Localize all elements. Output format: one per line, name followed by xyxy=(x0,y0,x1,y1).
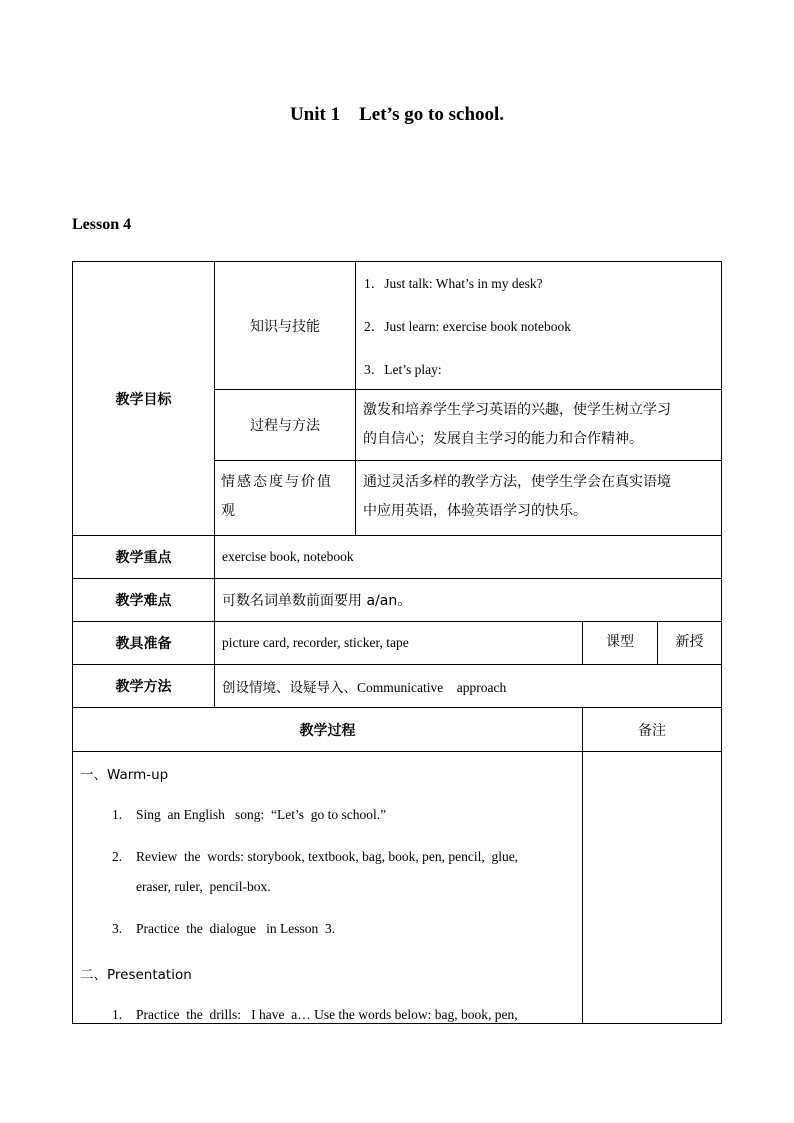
emotion-label-line: 情感态度与价值 xyxy=(221,474,333,490)
difficulties-value: 可数名词单数前面要用 a/an。 xyxy=(222,593,412,609)
knowledge-label: 知识与技能 xyxy=(250,318,320,335)
list-item: Sing an English song: “Let’s go to school.” xyxy=(136,807,387,822)
presentation-heading: 二、Presentation xyxy=(80,967,192,983)
list-item-number: 2. xyxy=(112,849,123,864)
knowledge-item: 1．Just talk: What’s in my desk? xyxy=(364,276,543,291)
row-divider xyxy=(214,460,722,461)
lesson-type-value: 新授 xyxy=(675,634,704,650)
materials-value: picture card, recorder, sticker, tape xyxy=(222,635,409,650)
key-points-value: exercise book, notebook xyxy=(222,549,354,564)
process-text-line: 的自信心；发展自主学习的能力和合作精神。 xyxy=(363,431,643,447)
process-text-line: 激发和培养学生学习英语的兴趣，使学生树立学习 xyxy=(363,402,671,418)
row-divider xyxy=(72,751,722,752)
process-text xyxy=(363,396,719,454)
notes-heading: 备注 xyxy=(638,722,666,739)
materials-label: 教具准备 xyxy=(115,636,172,652)
table-border-right xyxy=(721,261,722,1024)
difficulties-label: 教学难点 xyxy=(115,593,172,609)
teaching-process-heading: 教学过程 xyxy=(299,722,356,739)
objectives-label: 教学目标 xyxy=(115,391,172,408)
unit-label: Unit 1 xyxy=(289,104,341,125)
list-item-number: 1. xyxy=(112,807,123,822)
lesson-type-label: 课型 xyxy=(606,634,634,650)
table-border-bottom xyxy=(72,1023,722,1024)
emotion-text-line: 中应用英语，体验英语学习的快乐。 xyxy=(363,503,587,519)
list-item-continuation: eraser, ruler, pencil-box. xyxy=(136,879,271,894)
emotion-label xyxy=(221,468,353,526)
knowledge-item: 3．Let’s play: xyxy=(364,362,442,377)
column-divider xyxy=(355,261,356,536)
emotion-text xyxy=(363,468,719,526)
process-label: 过程与方法 xyxy=(250,418,320,434)
warmup-heading: 一、Warm-up xyxy=(80,767,169,783)
methods-value: 创设情境、设疑导入、Communicative approach xyxy=(222,680,507,695)
key-points-label: 教学重点 xyxy=(115,550,172,566)
document-title xyxy=(0,104,794,126)
lesson-heading: Lesson 4 xyxy=(72,216,132,233)
unit-title: Let’s go to school. xyxy=(359,104,505,125)
list-item-number: 3. xyxy=(112,921,123,936)
list-item: Review the words: storybook, textbook, bag, book, pen, pencil, glue, xyxy=(136,849,519,864)
methods-label: 教学方法 xyxy=(115,679,172,695)
list-item-number: 1. xyxy=(112,1007,123,1022)
knowledge-item: 2．Just learn: exercise book notebook xyxy=(364,319,571,334)
list-item: Practice the drills: I have a… Use the words below: bag, book, pen, xyxy=(136,1007,518,1022)
emotion-text-line: 通过灵活多样的教学方法，使学生学会在真实语境 xyxy=(363,474,671,490)
list-item: Practice the dialogue in Lesson 3. xyxy=(136,921,336,936)
column-divider xyxy=(582,707,583,1024)
emotion-label-line: 观 xyxy=(221,503,235,519)
